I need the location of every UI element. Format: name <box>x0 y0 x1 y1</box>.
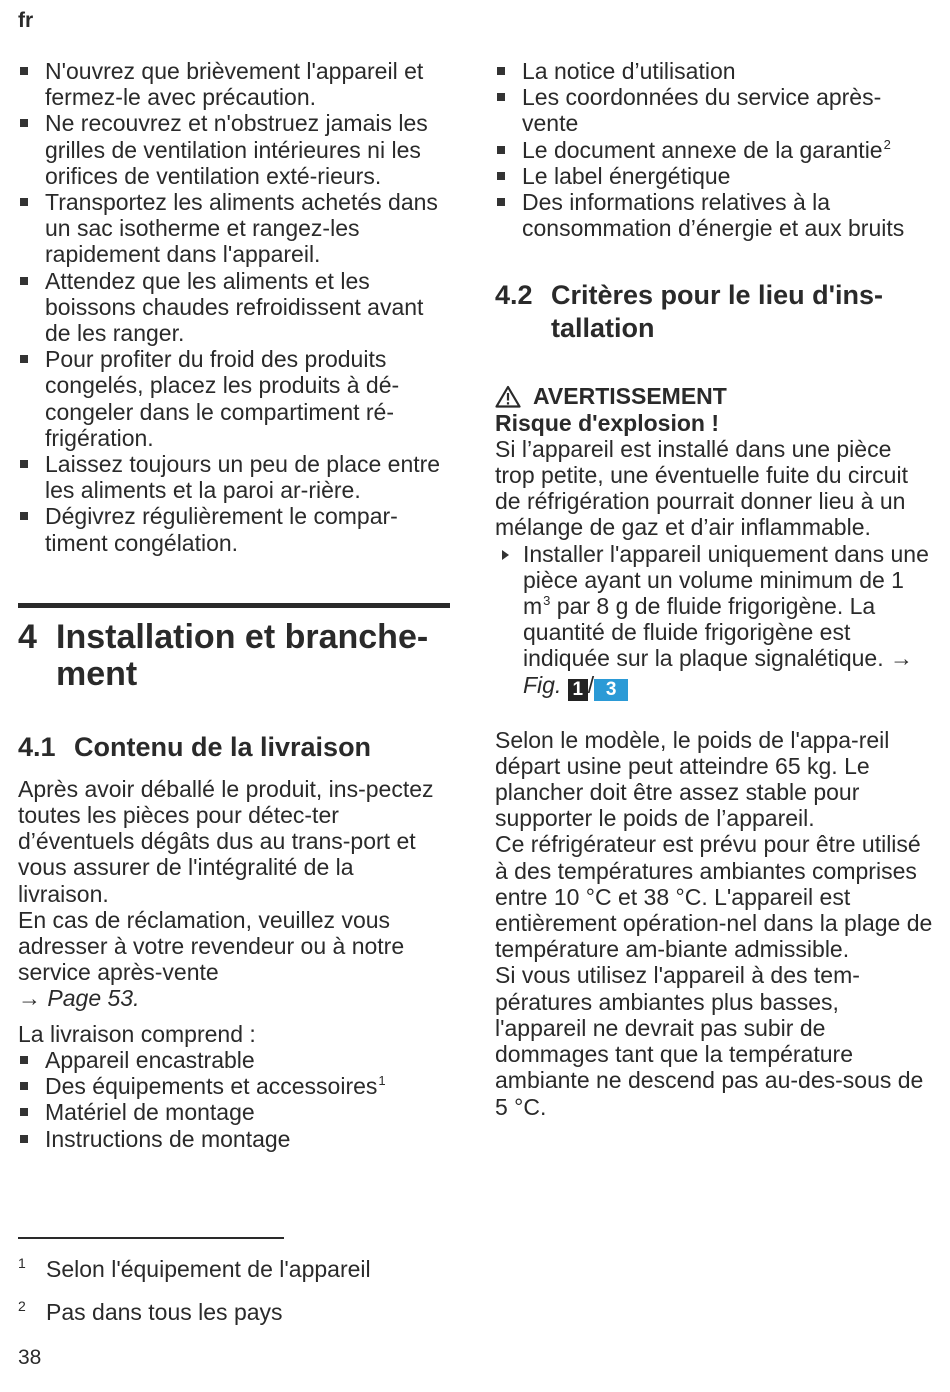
footnote <box>18 1256 371 1282</box>
list-item: Pour profiter du froid des produits congelés, placez les produits à dé-congeler dans le compartiment ré-frigération. <box>18 346 450 451</box>
list-item: La notice d’utilisation <box>495 58 935 84</box>
footnote-text: Pas dans tous les pays <box>46 1299 283 1325</box>
list-item: Instructions de montage <box>18 1126 450 1152</box>
list-item: Le label énergétique <box>495 163 935 189</box>
list-item: Des informations relatives à la consommation d’énergie et aux bruits <box>495 189 935 241</box>
section-heading-4-1 <box>18 731 450 764</box>
footnote-mark: 2 <box>18 1298 26 1314</box>
footnote-ref: 2 <box>883 136 891 152</box>
list-item: Appareil encastrable <box>18 1047 450 1073</box>
weight-paragraph: Selon le modèle, le poids de l'appa-reil départ usine peut atteindre 65 kg. Le plancher doit être assez stable pour supporter le poids de l’appareil. <box>495 726 890 832</box>
complaint-paragraph: En cas de réclamation, veuillez vous adresser à votre revendeur ou à notre service après-vente <box>18 906 405 986</box>
step-arrow-icon <box>502 550 509 560</box>
footnote-ref: 1 <box>378 1073 386 1089</box>
energy-tips-list <box>18 58 450 556</box>
low-temperature-paragraph: Si vous utilisez l'appareil à des tem-pératures ambiantes plus basses, l'appareil ne devrait pas subir de dommages tant que la température ambiante ne descend pas au-des-sous de 5 °C. <box>495 962 924 1120</box>
footnote-text: Selon l'équipement de l'appareil <box>46 1256 371 1282</box>
list-item: Transportez les aliments achetés dans un sac isotherme et rangez-les rapidement dans l'appareil. <box>18 189 450 268</box>
list-item: Matériel de montage <box>18 1099 450 1125</box>
list-item: Des équipements et accessoires$^1$ <box>18 1073 450 1099</box>
footnote <box>18 1299 283 1325</box>
delivery-paragraph: Après avoir déballé le produit, ins-pectez toutes les pièces pour détec-ter d’éventuels dégâts dus au trans-port et vous assurer de l'intégralité de la livraison. <box>18 775 434 907</box>
figure-reference[interactable]: Fig. <box>523 671 562 698</box>
section-title: Critères pour le lieu d'ins-tallation <box>551 280 883 344</box>
list-item: Ne recouvrez et n'obstruez jamais les grilles de ventilation intérieures ni les orifices de ventilation exté-rieurs. <box>18 110 450 189</box>
temperature-paragraph: Ce réfrigérateur est prévu pour être utilisé à des températures ambiantes comprises entre 10 °C et 38 °C. L'appareil est entièrement opération-nel dans la plage de température am-biante admissible. <box>495 831 933 963</box>
list-item: N'ouvrez que brièvement l'appareil et fermez-le avec précaution. <box>18 58 450 110</box>
warning-risk: Risque d'explosion ! <box>495 409 719 436</box>
list-item: Dégivrez régulièrement le compar-timent congélation. <box>18 503 450 555</box>
left-column <box>18 58 450 1152</box>
section-number: 4.1 <box>18 731 56 762</box>
section-number: 4.2 <box>495 280 533 311</box>
warning-text: Si l’appareil est installé dans une pièce trop petite, une éventuelle fuite du circuit de réfrigération pourrait donner lieu à un mélange de gaz et d’air inflammable. <box>495 435 908 541</box>
list-item: Les coordonnées du service après-vente <box>495 84 935 136</box>
delivery-list-continued <box>495 58 935 241</box>
section-heading-4-2 <box>495 279 935 345</box>
warning-action-step: Installer l'appareil uniquement dans une pièce ayant un volume minimum de 1 $m^3$ par 8 g de fluide frigorigène. La quantité de fluide frigorigène est indiquée sur la plaque signalétique. → Fig. 1 / 3 <box>495 541 935 701</box>
section-title: Contenu de la livraison <box>74 731 372 762</box>
right-column <box>495 58 935 1120</box>
list-item: Attendez que les aliments et les boissons chaudes refroidissent avant de les ranger. <box>18 268 450 347</box>
footnote-mark: 1 <box>18 1255 26 1271</box>
page-reference-link[interactable]: → Page 53. <box>18 985 140 1012</box>
page-number: 38 <box>18 1346 42 1369</box>
warning-label: AVERTISSEMENT <box>533 383 727 410</box>
list-item: Le document annexe de la garantie$^2$ <box>495 137 935 163</box>
figure-1-badge: 1 <box>568 679 588 701</box>
list-item: Laissez toujours un peu de place entre les aliments et la paroi ar-rière. <box>18 451 450 503</box>
chapter-number: 4 <box>18 617 37 656</box>
chapter-heading <box>18 619 450 693</box>
warning-triangle-icon <box>495 385 521 408</box>
chapter-title: Installation et branche-ment <box>56 617 429 693</box>
chapter-divider <box>18 603 450 608</box>
delivery-list <box>18 1047 450 1152</box>
warning-heading <box>495 383 935 409</box>
language-label: fr <box>18 9 34 32</box>
delivery-intro: La livraison comprend : <box>18 1020 256 1047</box>
figure-3-badge: 3 <box>594 679 628 701</box>
footnote-divider <box>18 1237 284 1239</box>
